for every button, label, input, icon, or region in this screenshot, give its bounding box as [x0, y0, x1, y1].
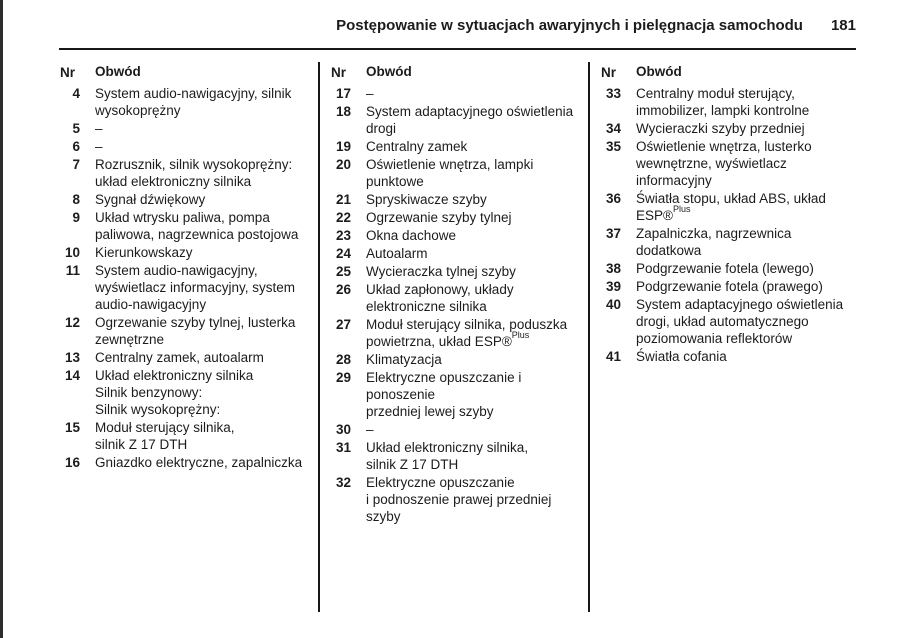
- fuse-circuit-line: Światła cofania: [636, 349, 727, 364]
- fuse-row: [60, 120, 312, 137]
- fuse-circuit-line: Podgrzewanie fotela (lewego): [636, 261, 814, 276]
- fuse-number: 15: [64, 420, 80, 435]
- column-divider: [318, 62, 320, 612]
- fuse-circuit: [95, 156, 312, 190]
- fuse-column-1: [60, 64, 312, 472]
- fuse-circuit-line: Oświetlenie wnętrza, lusterko: [636, 139, 812, 154]
- fuse-row: [331, 351, 583, 368]
- fuse-circuit: [636, 120, 867, 137]
- fuse-row: [60, 138, 312, 155]
- superscript: Plus: [511, 329, 530, 340]
- fuse-number: 20: [335, 157, 351, 172]
- fuse-circuit: [366, 351, 583, 368]
- fuse-number: 40: [605, 297, 621, 312]
- nr-header: Nr: [60, 65, 76, 80]
- fuse-circuit-line: System adaptacyjnego oświetlenia: [636, 297, 844, 312]
- fuse-row: [331, 439, 583, 473]
- fuse-circuit: [366, 263, 583, 280]
- fuse-row: [601, 85, 867, 119]
- fuse-circuit: [95, 349, 312, 366]
- fuse-row: [601, 120, 867, 137]
- fuse-circuit: [95, 209, 312, 243]
- fuse-circuit-line: audio-nawigacyjny: [95, 297, 207, 312]
- fuse-circuit-line: Elektryczne opuszczanie i ponoszenie: [366, 370, 522, 402]
- fuse-number: 39: [605, 279, 621, 294]
- column-header: [331, 64, 583, 81]
- fuse-circuit-line: paliwowa, nagrzewnica postojowa: [95, 227, 299, 242]
- fuse-row: [60, 367, 312, 418]
- fuse-circuit: [95, 454, 312, 471]
- fuse-circuit-line: Klimatyzacja: [366, 352, 442, 367]
- header-rule: [59, 48, 856, 50]
- fuse-circuit: [366, 191, 583, 208]
- fuse-circuit: [366, 85, 583, 102]
- fuse-circuit-line: Spryskiwacze szyby: [366, 192, 487, 207]
- fuse-circuit: [366, 209, 583, 226]
- fuse-row: [331, 421, 583, 438]
- fuse-number: 9: [72, 210, 80, 225]
- fuse-circuit-line: Układ zapłonowy, układy: [366, 282, 514, 297]
- fuse-number: 32: [335, 475, 351, 490]
- fuse-row: [60, 244, 312, 261]
- fuse-circuit: [366, 421, 583, 438]
- fuse-circuit: [95, 262, 312, 313]
- nr-header: Nr: [601, 65, 617, 80]
- fuse-circuit-line: Silnik wysokoprężny:: [95, 402, 221, 417]
- fuse-circuit: [636, 260, 867, 277]
- fuse-circuit-line: wyświetlacz informacyjny, system: [95, 280, 296, 295]
- fuse-number: 24: [335, 246, 351, 261]
- fuse-number: 37: [605, 226, 621, 241]
- fuse-row: [601, 138, 867, 189]
- column-header: [60, 64, 312, 81]
- fuse-column-3: [601, 64, 867, 366]
- page-number: 181: [830, 17, 856, 34]
- page-title: Postępowanie w sytuacjach awaryjnych i pielęgnacja samochodu: [336, 17, 803, 34]
- fuse-circuit: [636, 278, 867, 295]
- fuse-row: [331, 316, 583, 350]
- fuse-circuit-line: System audio-nawigacyjny,: [95, 263, 258, 278]
- fuse-circuit-line: Wycieraczki szyby przedniej: [636, 121, 805, 136]
- fuse-row: [60, 156, 312, 190]
- fuse-circuit-line: Układ wtrysku paliwa, pompa: [95, 210, 270, 225]
- fuse-circuit-line: poziomowania reflektorów: [636, 331, 793, 346]
- fuse-circuit-line: Układ elektroniczny silnika,: [366, 440, 529, 455]
- fuse-circuit-line: immobilizer, lampki kontrolne: [636, 103, 810, 118]
- fuse-circuit-line: Okna dachowe: [366, 228, 457, 243]
- fuse-circuit: [95, 85, 312, 119]
- fuse-circuit: [366, 316, 583, 350]
- fuse-number: 11: [65, 263, 80, 278]
- fuse-circuit: [95, 138, 312, 155]
- fuse-number: 8: [72, 192, 80, 207]
- fuse-circuit: [366, 138, 583, 155]
- fuse-row: [331, 191, 583, 208]
- fuse-number: 12: [64, 315, 80, 330]
- fuse-column-2: [331, 64, 583, 526]
- fuse-rows: [601, 85, 867, 365]
- fuse-circuit-line: silnik Z 17 DTH: [366, 457, 459, 472]
- fuse-circuit-line: Centralny zamek: [366, 139, 468, 154]
- fuse-number: 27: [335, 317, 351, 332]
- fuse-circuit-line: Wycieraczka tylnej szyby: [366, 264, 516, 279]
- fuse-row: [331, 103, 583, 137]
- fuse-row: [331, 245, 583, 262]
- fuse-row: [601, 296, 867, 347]
- fuse-rows: [331, 85, 583, 525]
- fuse-row: [601, 225, 867, 259]
- fuse-rows: [60, 85, 312, 471]
- fuse-row: [331, 474, 583, 525]
- fuse-circuit: [366, 281, 583, 315]
- fuse-row: [601, 278, 867, 295]
- fuse-circuit-line: dodatkowa: [636, 243, 702, 258]
- fuse-number: 5: [72, 121, 80, 136]
- fuse-number: 13: [64, 350, 80, 365]
- fuse-row: [331, 263, 583, 280]
- fuse-number: 10: [64, 245, 80, 260]
- fuse-circuit-line: Centralny zamek, autoalarm: [95, 350, 264, 365]
- fuse-number: 29: [335, 370, 351, 385]
- fuse-number: 18: [335, 104, 351, 119]
- fuse-number: 26: [335, 282, 351, 297]
- fuse-circuit-line: Zapalniczka, nagrzewnica: [636, 226, 792, 241]
- fuse-circuit-line: Kierunkowskazy: [95, 245, 193, 260]
- fuse-circuit: [366, 156, 583, 190]
- fuse-circuit-line: –: [95, 139, 103, 154]
- fuse-number: 34: [605, 121, 621, 136]
- fuse-circuit-line: zewnętrzne: [95, 332, 165, 347]
- fuse-circuit: [636, 138, 867, 189]
- fuse-circuit-line: Rozrusznik, silnik wysokoprężny:: [95, 157, 293, 172]
- fuse-circuit-line: Elektryczne opuszczanie: [366, 475, 515, 490]
- fuse-row: [60, 419, 312, 453]
- fuse-circuit: [95, 314, 312, 348]
- fuse-circuit: [95, 191, 312, 208]
- fuse-circuit-line: Moduł sterujący silnika,: [95, 420, 235, 435]
- fuse-number: 41: [605, 349, 621, 364]
- fuse-circuit: [95, 244, 312, 261]
- fuse-row: [60, 262, 312, 313]
- superscript: Plus: [672, 203, 691, 214]
- fuse-circuit: [366, 369, 583, 420]
- fuse-number: 17: [335, 86, 351, 101]
- fuse-circuit-line: Światła stopu, układ ABS, układ: [636, 191, 826, 206]
- fuse-number: 6: [72, 139, 80, 154]
- fuse-circuit: [95, 120, 312, 137]
- fuse-circuit-line: Silnik benzynowy:: [95, 385, 203, 400]
- fuse-row: [60, 209, 312, 243]
- fuse-row: [60, 349, 312, 366]
- fuse-circuit: [366, 439, 583, 473]
- fuse-number: 4: [72, 86, 80, 101]
- column-divider: [588, 62, 590, 612]
- fuse-row: [331, 227, 583, 244]
- fuse-number: 31: [335, 440, 351, 455]
- fuse-circuit-line: Podgrzewanie fotela (prawego): [636, 279, 823, 294]
- fuse-circuit-line: –: [366, 422, 374, 437]
- fuse-circuit-line: Moduł sterujący silnika, poduszka: [366, 317, 568, 332]
- fuse-number: 35: [605, 139, 621, 154]
- fuse-circuit-line: System audio-nawigacyjny, silnik: [95, 86, 292, 101]
- fuse-circuit-line: System adaptacyjnego oświetlenia: [366, 104, 574, 119]
- circuit-header: Obwód: [95, 64, 141, 79]
- fuse-number: 36: [605, 191, 621, 206]
- fuse-row: [60, 314, 312, 348]
- fuse-circuit: [636, 190, 867, 224]
- circuit-header: Obwód: [366, 64, 412, 79]
- page-header: [0, 17, 856, 34]
- fuse-number: 22: [335, 210, 351, 225]
- column-header: [601, 64, 867, 81]
- fuse-number: 28: [335, 352, 351, 367]
- circuit-header: Obwód: [636, 64, 682, 79]
- fuse-circuit: [636, 296, 867, 347]
- fuse-row: [601, 348, 867, 365]
- fuse-circuit-line: Ogrzewanie szyby tylnej: [366, 210, 512, 225]
- fuse-circuit: [636, 348, 867, 365]
- fuse-circuit-line: Układ elektroniczny silnika: [95, 368, 254, 383]
- fuse-circuit-line: przedniej lewej szyby: [366, 404, 494, 419]
- fuse-row: [60, 454, 312, 471]
- fuse-number: 38: [605, 261, 621, 276]
- fuse-circuit-line: ESP®$^{Plus}$: [636, 203, 691, 223]
- fuse-number: 19: [335, 139, 351, 154]
- fuse-circuit: [366, 227, 583, 244]
- fuse-row: [601, 190, 867, 224]
- fuse-circuit: [636, 225, 867, 259]
- fuse-circuit-line: Ogrzewanie szyby tylnej, lusterka: [95, 315, 296, 330]
- fuse-number: 14: [64, 368, 80, 383]
- fuse-circuit-line: Autoalarm: [366, 246, 428, 261]
- fuse-circuit-line: wysokoprężny: [95, 103, 181, 118]
- fuse-circuit: [636, 85, 867, 119]
- fuse-number: 16: [64, 455, 80, 470]
- fuse-circuit: [366, 245, 583, 262]
- fuse-circuit-line: punktowe: [366, 174, 424, 189]
- fuse-row: [331, 209, 583, 226]
- nr-header: Nr: [331, 65, 347, 80]
- fuse-row: [331, 85, 583, 102]
- fuse-number: 33: [605, 86, 621, 101]
- fuse-number: 23: [335, 228, 351, 243]
- fuse-circuit-line: powietrzna, układ ESP®$^{Plus}$: [366, 329, 530, 349]
- fuse-row: [60, 85, 312, 119]
- fuse-number: 21: [335, 192, 351, 207]
- fuse-number: 7: [72, 157, 80, 172]
- fuse-circuit-line: wewnętrzne, wyświetlacz: [636, 156, 787, 171]
- page-edge-bar: [0, 0, 3, 638]
- fuse-row: [331, 138, 583, 155]
- fuse-circuit-line: –: [366, 86, 374, 101]
- fuse-circuit-line: –: [95, 121, 103, 136]
- fuse-circuit: [366, 103, 583, 137]
- fuse-row: [331, 156, 583, 190]
- fuse-circuit: [366, 474, 583, 525]
- fuse-circuit-line: Gniazdko elektryczne, zapalniczka: [95, 455, 303, 470]
- fuse-row: [331, 281, 583, 315]
- fuse-circuit-line: układ elektroniczny silnika: [95, 174, 252, 189]
- fuse-number: 30: [335, 422, 351, 437]
- fuse-circuit-line: elektroniczne silnika: [366, 299, 487, 314]
- fuse-circuit-line: silnik Z 17 DTH: [95, 437, 188, 452]
- fuse-circuit-line: informacyjny: [636, 173, 712, 188]
- fuse-row: [331, 369, 583, 420]
- fuse-circuit-line: drogi, układ automatycznego: [636, 314, 809, 329]
- fuse-circuit-line: Centralny moduł sterujący,: [636, 86, 795, 101]
- fuse-circuit-line: Oświetlenie wnętrza, lampki: [366, 157, 534, 172]
- fuse-circuit-line: drogi: [366, 121, 397, 136]
- fuse-circuit-line: Sygnał dźwiękowy: [95, 192, 206, 207]
- fuse-number: 25: [335, 264, 351, 279]
- fuse-circuit: [95, 367, 312, 418]
- fuse-circuit-line: i podnoszenie prawej przedniej szyby: [366, 492, 552, 524]
- fuse-circuit: [95, 419, 312, 453]
- fuse-row: [601, 260, 867, 277]
- fuse-row: [60, 191, 312, 208]
